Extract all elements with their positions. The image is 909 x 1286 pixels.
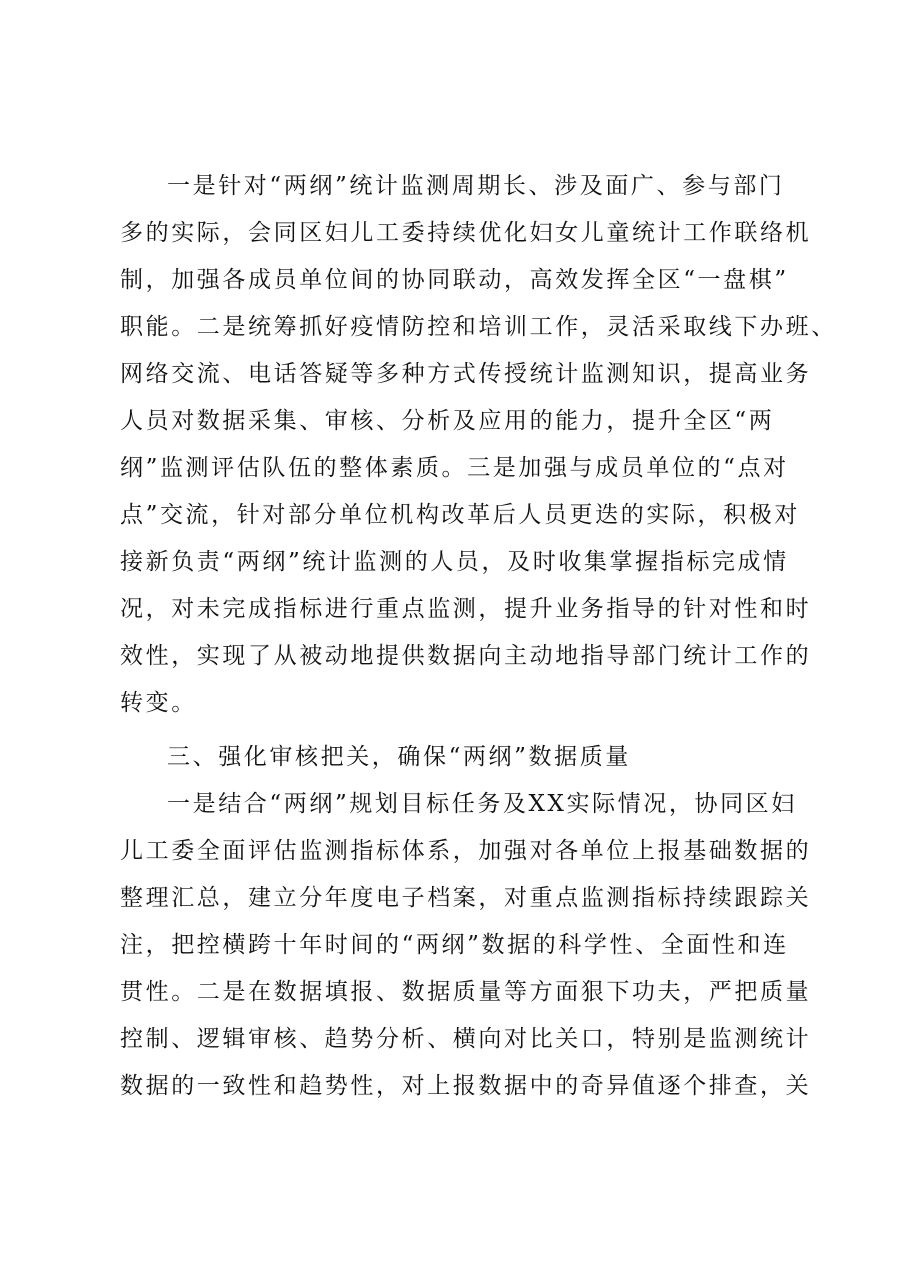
paragraph-line: 儿工委全面评估监测指标体系，加强对各单位上报基础数据的 xyxy=(120,838,812,864)
paragraph-line: 效性，实现了从被动地提供数据向主动地指导部门统计工作的 xyxy=(120,643,812,669)
paragraph-line: 数据的一致性和趋势性，对上报数据中的奇异值逐个排查，关 xyxy=(120,1073,812,1099)
paragraph-line: 点”交流，针对部分单位机构改革后人员更迭的实际，积极对 xyxy=(120,502,800,528)
paragraph-line: 多的实际，会同区妇儿工委持续优化妇女儿童统计工作联络机 xyxy=(120,220,812,246)
paragraph-line: 整理汇总，建立分年度电子档案，对重点监测指标持续跟踪关 xyxy=(120,885,812,911)
paragraph-line: 转变。 xyxy=(120,690,197,716)
section-heading: 三、强化审核把关，确保“两纲”数据质量 xyxy=(167,744,631,770)
paragraph-line: 一是结合“两纲”规划目标任务及XX实际情况，协同区妇 xyxy=(167,791,797,817)
paragraph-line: 控制、逻辑审核、趋势分析、横向对比关口，特别是监测统计 xyxy=(120,1026,812,1052)
paragraph-line: 制，加强各成员单位间的协同联动，高效发挥全区“一盘棋” xyxy=(120,267,789,293)
paragraph-line: 职能。二是统筹抓好疫情防控和培训工作，灵活采取线下办班、 xyxy=(120,314,837,340)
paragraph-line: 贯性。二是在数据填报、数据质量等方面狠下功夫，严把质量 xyxy=(120,979,812,1005)
paragraph-line: 网络交流、电话答疑等多种方式传授统计监测知识，提高业务 xyxy=(120,361,812,387)
paragraph-line: 纲”监测评估队伍的整体素质。三是加强与成员单位的“点对 xyxy=(120,455,789,481)
paragraph-line: 接新负责“两纲”统计监测的人员，及时收集掌握指标完成情 xyxy=(120,549,789,575)
paragraph-line: 况，对未完成指标进行重点监测，提升业务指导的针对性和时 xyxy=(120,596,812,622)
paragraph-line: 注，把控横跨十年时间的“两纲”数据的科学性、全面性和连 xyxy=(120,932,789,958)
paragraph-line: 一是针对“两纲”统计监测周期长、涉及面广、参与部门 xyxy=(167,173,785,199)
paragraph-line: 人员对数据采集、审核、分析及应用的能力，提升全区“两 xyxy=(120,408,775,434)
